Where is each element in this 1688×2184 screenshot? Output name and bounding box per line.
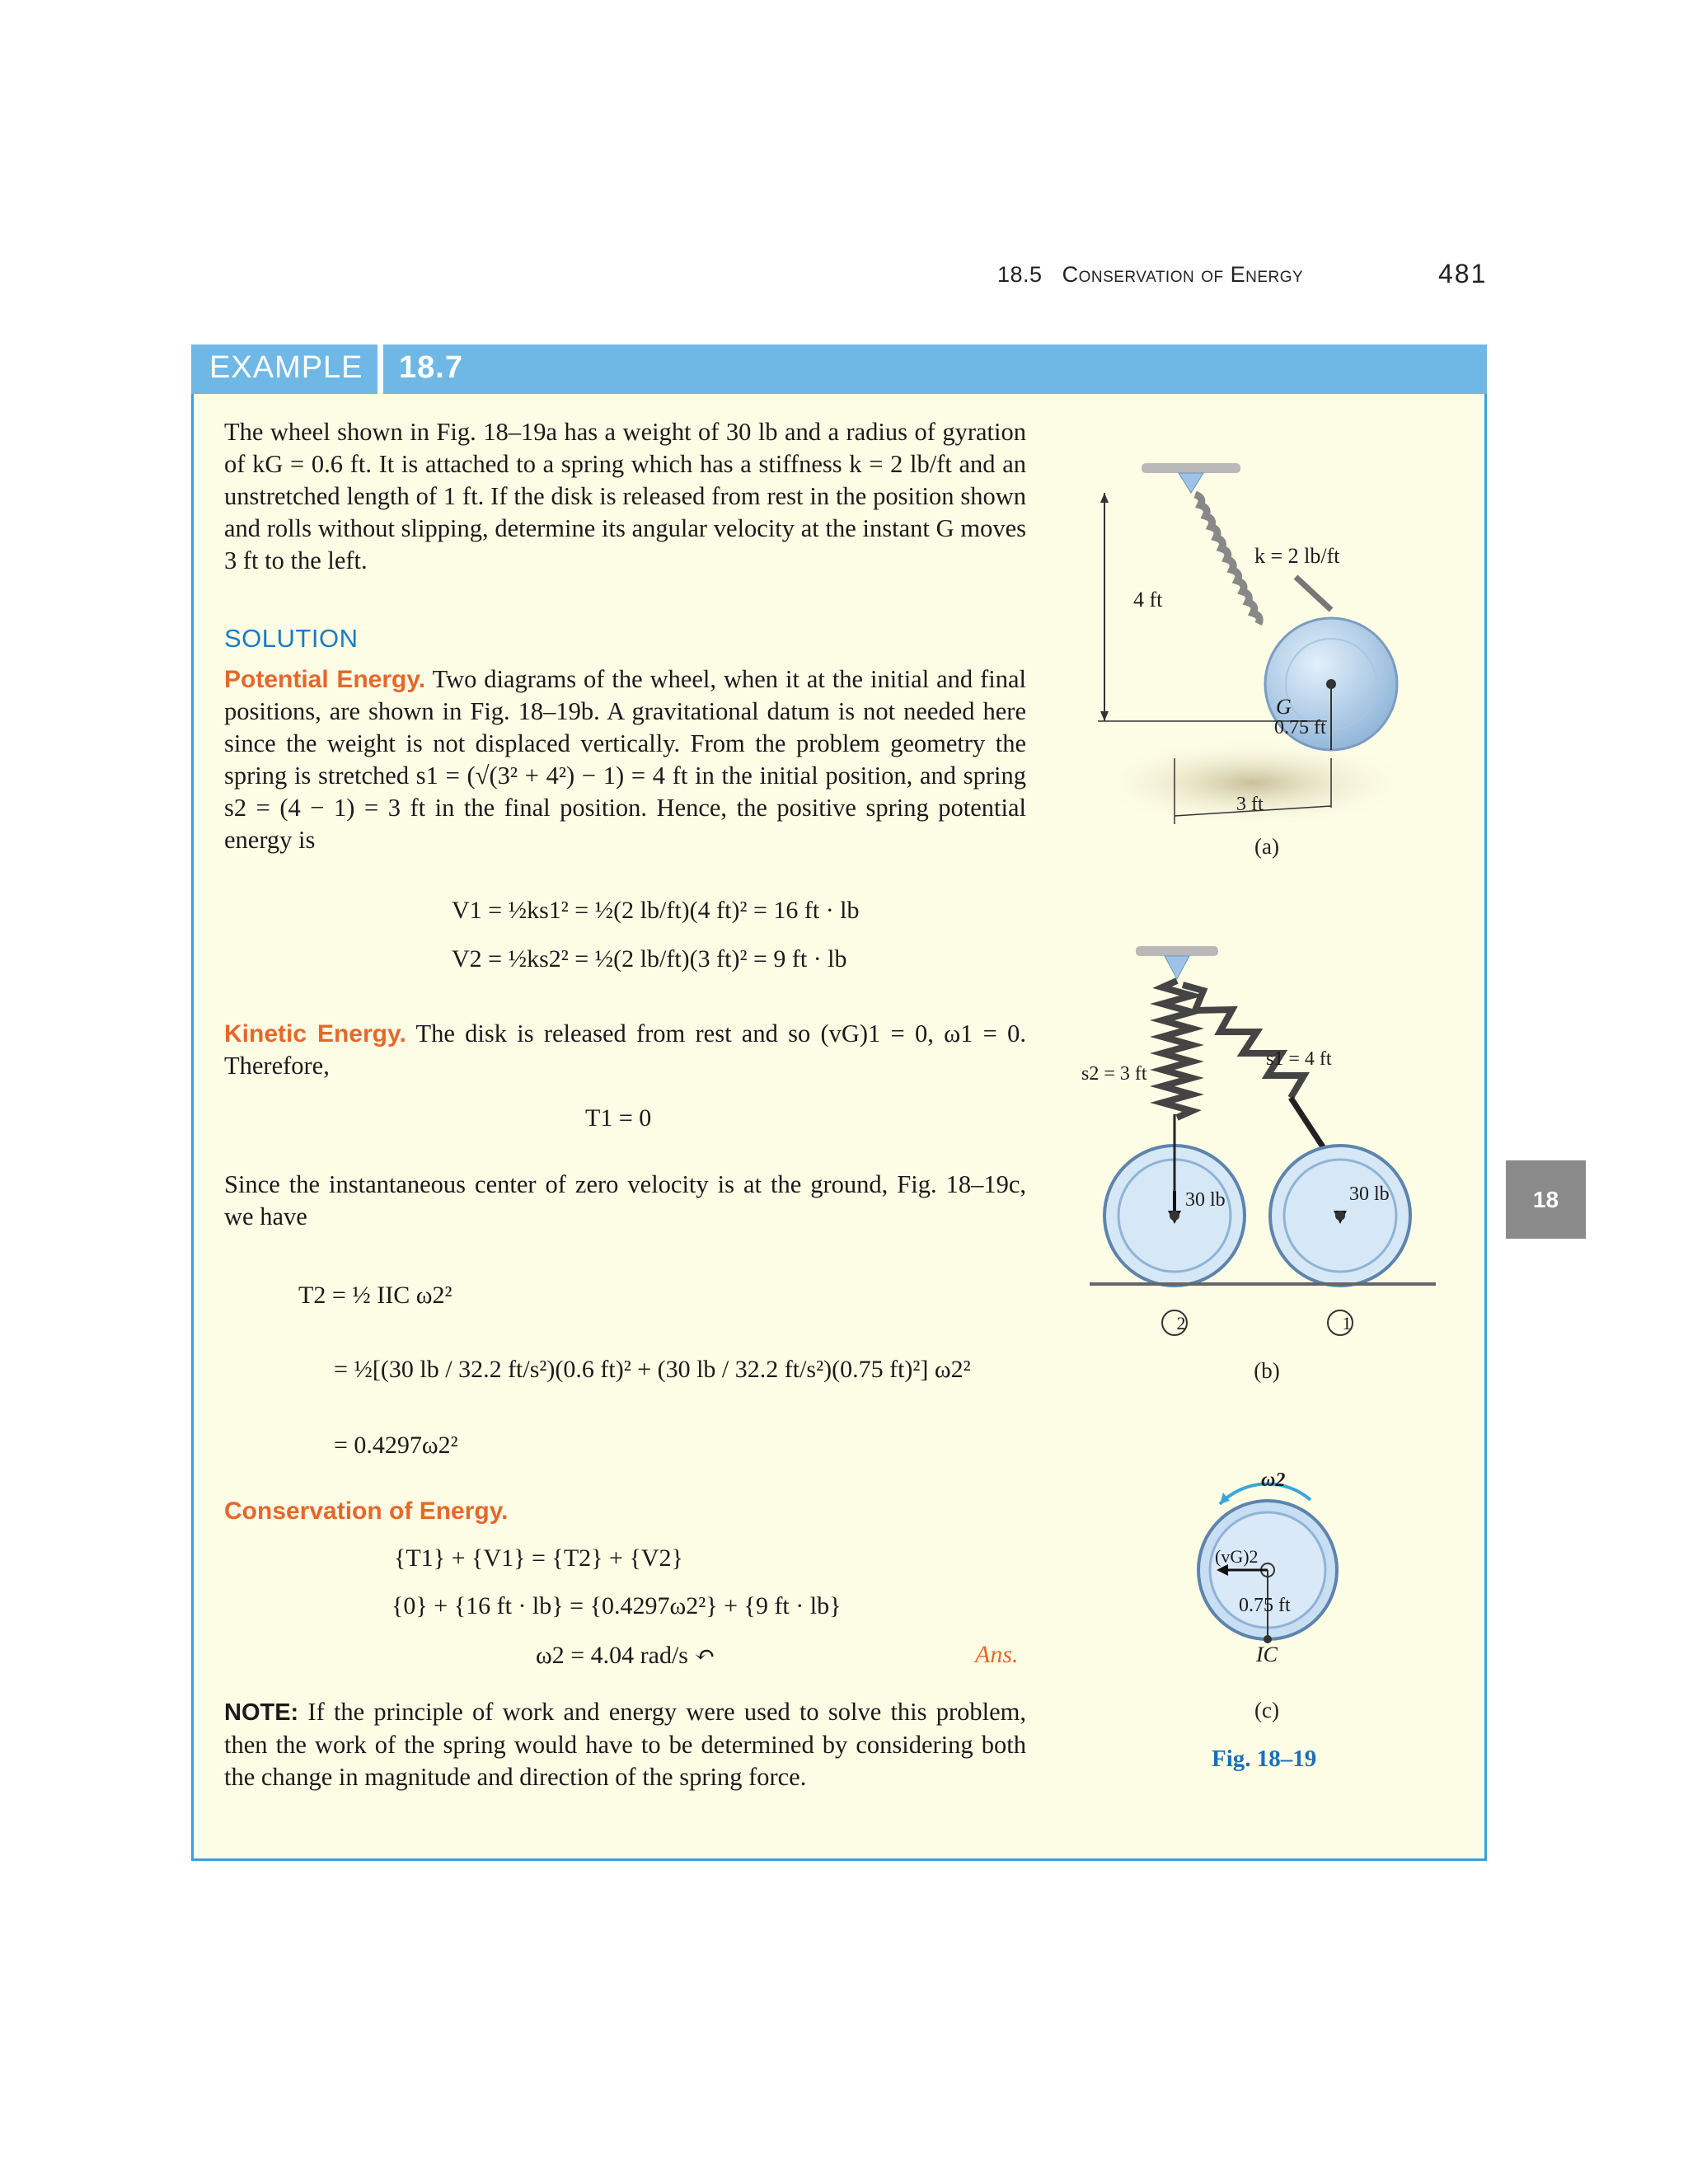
banner-divider [377, 344, 383, 394]
section-title: Conservation of Energy [1062, 262, 1304, 287]
figure-title: Fig. 18–19 [1212, 1746, 1317, 1772]
wheel-b1-center [1335, 1211, 1345, 1221]
ceiling-support [1142, 463, 1240, 473]
problem-statement: The wheel shown in Fig. 18–19a has a weight of 30 lb and a radius of gyration of kG = 0.6 ft. It is attached to a spring which has a stiffness k = 2 lb/ft and an unstretched length of 1 ft. If the disk is released from rest in the position shown and rolls without slipping, determine its angular velocity at the instant G moves 3 ft to the left. [224, 418, 1026, 574]
equation-t2-line3: = 0.4297ω2² [334, 1432, 458, 1459]
figure-b-diagram [1080, 940, 1451, 1343]
figure-b-position-2-label: 2 [1176, 1313, 1186, 1333]
kinetic-energy-paragraph [224, 1018, 1026, 1082]
equation-conservation-2: {0} + {16 ft · lb} = {0.4297ω2²} + {9 ft · lb} [392, 1592, 842, 1619]
section-number: 18.5 [997, 262, 1043, 287]
potential-energy-text: Two diagrams of the wheel, when it at the initial and final positions, are shown in Fig. 18–19b. A gravitational datum is not needed here since the weight is not displaced vertically. From the problem geometry the spring is stretched s1 = (√(3² + 4²) − 1) = 4 ft in the initial position, and spring s2 = (4 − 1) = 3 ft in the final position. Hence, the positive spring potential energy is [224, 665, 1027, 854]
note-paragraph [224, 1696, 1026, 1793]
kinetic-energy-text: The disk is released from rest and so (vG)1 = 0, ω1 = 0. Therefore, [224, 1019, 1026, 1080]
chapter-tab: 18 [1506, 1160, 1586, 1239]
figure-b-s2-label: s2 = 3 ft [1081, 1063, 1147, 1085]
figure-a-stiffness-label: k = 2 lb/ft [1254, 544, 1340, 568]
answer-label: Ans. [975, 1641, 1019, 1668]
figure-c-velocity-label: (vG)2 [1215, 1546, 1259, 1567]
potential-energy-heading: Potential Energy. [224, 666, 426, 693]
spring-compressed [1162, 981, 1192, 1118]
example-label: EXAMPLE [209, 350, 363, 385]
figure-c-omega-label: ω2 [1261, 1469, 1286, 1491]
potential-energy-paragraph [224, 663, 1026, 856]
figure-a-caption: (a) [1254, 834, 1279, 859]
figure-c-ic-label: IC [1256, 1643, 1278, 1666]
note-label: NOTE: [224, 1699, 299, 1726]
page-number: 481 [1438, 259, 1488, 288]
example-banner [191, 344, 1487, 394]
figure-c-diagram [1187, 1479, 1352, 1661]
note-text: If the principle of work and energy were used to solve this problem, then the work of the spring would have to be determined by considering both the change in magnitude and direction of the spring force. [224, 1698, 1026, 1791]
spring-bracket [1179, 473, 1203, 493]
figure-a-diagram [1080, 445, 1442, 832]
equation-conservation-1: {T1} + {V1} = {T2} + {V2} [394, 1544, 683, 1572]
figure-b-caption: (b) [1254, 1358, 1280, 1383]
kinetic-energy-heading: Kinetic Energy. [224, 1020, 406, 1047]
equation-t2-line1: T2 = ½ IIC ω2² [298, 1282, 452, 1309]
figure-b-weight-left: 30 lb [1185, 1189, 1226, 1211]
equation-v2: V2 = ½ks2² = ½(2 lb/ft)(3 ft)² = 9 ft · lb [452, 945, 847, 972]
equation-t2-line2: = ½[(30 lb / 32.2 ft/s²)(0.6 ft)² + (30 lb / 32.2 ft/s²)(0.75 ft)²] ω2² [334, 1356, 971, 1383]
spring-rod [1296, 577, 1331, 610]
spring-bracket-b [1165, 956, 1189, 979]
figure-a-g-label: G [1276, 695, 1292, 719]
figure-a-height-label: 4 ft [1133, 588, 1163, 612]
figure-b-weight-right: 30 lb [1349, 1183, 1390, 1205]
solution-heading: SOLUTION [224, 624, 359, 653]
conservation-heading: Conservation of Energy. [224, 1497, 509, 1525]
ceiling-support-b [1136, 946, 1218, 956]
figure-b-position-1-label: 1 [1342, 1313, 1352, 1333]
figure-c-caption: (c) [1254, 1698, 1279, 1722]
equation-v1: V1 = ½ks1² = ½(2 lb/ft)(4 ft)² = 16 ft · lb [452, 897, 860, 924]
spring-stretched [1183, 985, 1304, 1098]
figure-a-offset-label: 3 ft [1236, 794, 1264, 815]
example-number: 18.7 [399, 350, 463, 385]
running-head [997, 262, 1343, 288]
equation-t1: T1 = 0 [585, 1104, 652, 1132]
instantaneous-center-text: Since the instantaneous center of zero velocity is at the ground, Fig. 18–19c, we have [224, 1170, 1026, 1230]
equation-omega2: ω2 = 4.04 rad/s ↶ [536, 1642, 715, 1669]
figure-c-radius-label: 0.75 ft [1239, 1595, 1291, 1616]
figure-a-radius-label: 0.75 ft [1274, 717, 1326, 738]
figure-b-s1-label: s1 = 4 ft [1266, 1048, 1332, 1070]
wheel-b2-center [1170, 1211, 1179, 1221]
